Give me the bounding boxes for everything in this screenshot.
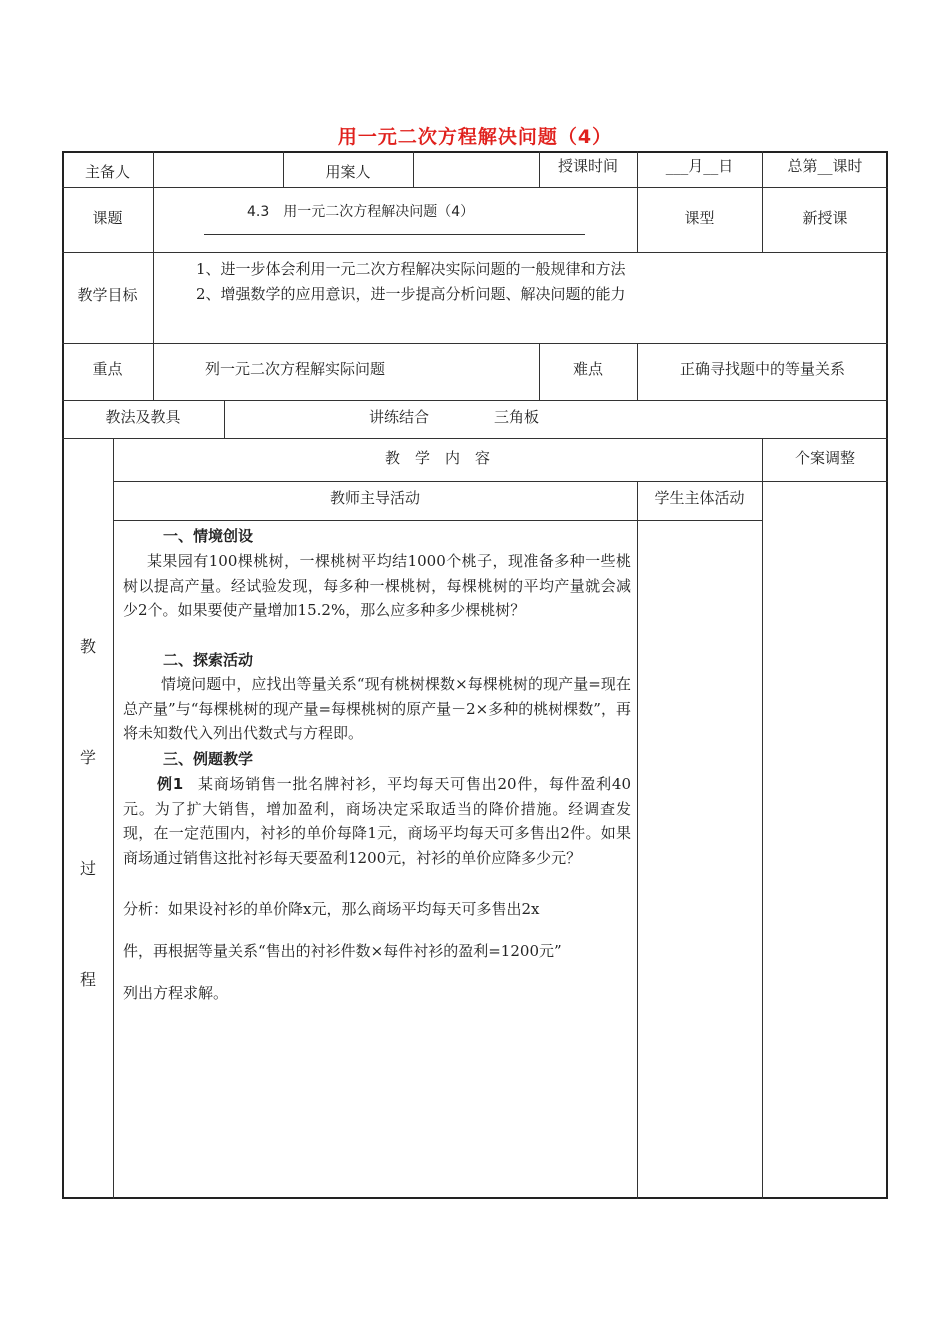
section-2-text: 情境问题中，应找出等量关系“现有桃树棵数×每棵桃树的现产量=现在总产量”与“每棵桃树的现产量=每棵桃树的原产量－2×多种的桃树棵数”，再将未知数代入列出代数式与方程即。 bbox=[123, 675, 631, 742]
section-1-text: 某果园有100棵桃树，一棵桃树平均结1000个桃子，现准备多种一些桃树以提高产量。经试验发现，每多种一棵桃树，每棵桃树的平均产量就会减少2个。如果要使产量增加15.2%，那么应多种多少棵桃树？ bbox=[123, 552, 631, 619]
difficulty-label: 难点 bbox=[572, 360, 603, 378]
section-3-title: 三、例题教学 bbox=[163, 750, 254, 768]
lesson-type-label: 课型 bbox=[684, 209, 715, 227]
method-value: 讲练结合 bbox=[369, 408, 430, 426]
user-label: 用案人 bbox=[325, 163, 371, 181]
topic-label: 课题 bbox=[92, 209, 123, 227]
lesson-date-value: ___月__日 bbox=[665, 157, 734, 175]
example-text: 某商场销售一批名牌衬衫，平均每天可售出20件，每件盈利40元。为了扩大销售，增加盈利，商场决定采取适当的降价措施。经调查发现，在一定范围内，衬衫的单价每降1元，商场平均每天可多售出2件。如果商场通过销售这批衬衫每天要盈利1200元，衬衫的单价应降多少元？ bbox=[123, 775, 631, 867]
topic-underline bbox=[204, 234, 585, 235]
process-label-char: 过 bbox=[79, 859, 96, 878]
key-point-label: 重点 bbox=[92, 360, 123, 378]
goal-item-2: 2、增强数学的应用意识，进一步提高分析问题、解决问题的能力 bbox=[196, 285, 626, 303]
process-label-char: 学 bbox=[79, 748, 96, 767]
content-header: 教 学 内 容 bbox=[384, 449, 490, 467]
lesson-count: 总第__课时 bbox=[787, 157, 863, 175]
analysis-line: 列出方程求解。 bbox=[123, 984, 229, 1002]
process-label-char: 教 bbox=[79, 637, 96, 656]
tool-value: 三角板 bbox=[494, 408, 540, 426]
lesson-time-label: 授课时间 bbox=[557, 157, 618, 175]
section-2-title: 二、探索活动 bbox=[163, 651, 254, 669]
adjust-header: 个案调整 bbox=[794, 449, 855, 467]
page-title: 用一元二次方程解决问题（4） bbox=[337, 126, 613, 148]
section-1-title: 一、情境创设 bbox=[163, 527, 254, 545]
method-label: 教法及教具 bbox=[105, 408, 181, 426]
key-point-value: 列一元二次方程解实际问题 bbox=[205, 360, 386, 378]
lesson-type-value: 新授课 bbox=[802, 209, 848, 227]
process-label-char: 程 bbox=[79, 970, 96, 989]
preparer-label: 主备人 bbox=[84, 163, 130, 181]
goal-item-1: 1、进一步体会利用一元二次方程解决实际问题的一般规律和方法 bbox=[196, 260, 626, 278]
analysis-line: 分析：如果设衬衫的单价降x元，那么商场平均每天可多售出2x bbox=[123, 900, 540, 918]
teacher-activity-header: 教师主导活动 bbox=[329, 489, 420, 507]
student-activity-header: 学生主体活动 bbox=[654, 489, 745, 507]
goal-label: 教学目标 bbox=[77, 286, 138, 304]
difficulty-value: 正确寻找题中的等量关系 bbox=[679, 360, 845, 378]
topic-value: 4.3 用一元二次方程解决问题（4） bbox=[247, 204, 475, 220]
example-label: 例1 bbox=[157, 775, 184, 793]
analysis-line: 件，再根据等量关系“售出的衬衫件数×每件衬衫的盈利=1200元” bbox=[123, 942, 562, 960]
example-1 bbox=[123, 772, 631, 870]
